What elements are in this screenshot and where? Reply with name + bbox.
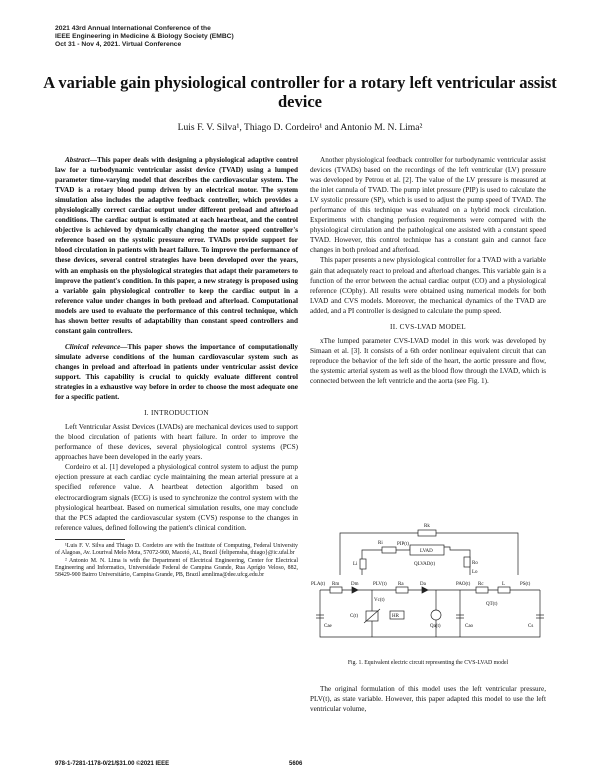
label-c: C(t) (350, 614, 359, 619)
inductor-l (498, 587, 510, 593)
conference-line-3: Oct 31 - Nov 4, 2021. Virtual Conference (55, 41, 182, 49)
model-paragraph-2: The original formulation of this model uses the left ventricular pressure, PLV(t), as state variable. However, this paper adapted this model to use the left ventricular volume, (310, 685, 546, 714)
clinical-relevance (55, 342, 298, 402)
label-ra: Ra (398, 582, 404, 587)
label-vc: Vc(t) (374, 598, 385, 603)
label-ro: Ro (472, 561, 478, 566)
model-continuation (310, 684, 546, 714)
circuit-figure (310, 515, 546, 645)
source-qa (431, 610, 441, 620)
label-qa: Qa(t) (430, 624, 441, 629)
footnote-rule (55, 539, 125, 540)
label-pao: PAO(t) (456, 582, 471, 587)
label-da: Da (420, 582, 426, 587)
abstract-label: Abstract— (65, 156, 97, 164)
resistor-ro (464, 557, 470, 567)
label-ri: Ri (378, 541, 383, 546)
relevance-text: This paper shows the importance of computationally simulate adverse conditions of the human cardiovascular system such as changes in preload and afterload in patients under ventricular assist device support. This capability is crucial to quickly evaluate different control strategies in a exhaustive way before in order to choose the most adequate one for a specific patient. (55, 342, 298, 402)
right-column (310, 155, 546, 386)
label-rc: Rc (478, 582, 484, 587)
resistor-rc (476, 587, 488, 593)
right-paragraph-1: Another physiological feedback controller for turbodynamic ventricular assist devices (TVADs) based on the recordings of the left ventricular (LV) pressure was developed by Petrou et al. [2]. The value of the LV pressure is measured at the inlet cannula of TVAD. The pump inlet pressure (PIP) is used to calculate the LV systolic pressure (SP), which is used to adjust the pump speed of TVAD. The performance of this technique was evaluated on a hybrid mock circulation. Experiments with changing perfusion requirements were compared with the physiological circulation and the pathological one assisted with a constant speed TVAD. However, this control technique has a constant gain and cannot face changes in both preload and afterload. (310, 156, 546, 255)
label-qlvad: QLVAD(t) (414, 562, 436, 567)
conference-header (55, 25, 234, 50)
label-l: L (502, 582, 506, 587)
section-heading-introduction: I. INTRODUCTION (144, 409, 209, 418)
label-lo: Lo (472, 570, 478, 575)
label-cao: Cao (465, 624, 474, 629)
footnote-1: ¹Luis F. V. Silva and Thiago D. Cordeiro are with the Institute of Computing, Federal University of Alagoas, Av. Lourival Melo Mota, 57072-900, Maceió, AL, Brazil {felipemsha, thiago}@ic.ufal.br (55, 542, 298, 557)
left-column (55, 155, 298, 580)
conference-line-1: 2021 43rd Annual International Conference of the (55, 25, 211, 32)
label-hr: HR (392, 614, 399, 619)
label-pip: PIP(t) (397, 542, 409, 547)
paper-title: A variable gain physiological controller for a rotary left ventricular assist device (43, 73, 557, 111)
resistor-rm (330, 587, 342, 593)
inductor-li (360, 559, 366, 569)
footnote-2: ² Antonio M. N. Lima is with the Department of Electrical Engineering, Center for Electrical Engineering and Informatics, Universidade Federal de Campina Grande, Rua Aprígio Veloso, 882, 58429-900 Bairro Universitário, Campina Grande, PB, Brazil amnlima@dee.ufcg.edu.br (55, 557, 298, 579)
label-cs: Cs (528, 624, 534, 629)
label-rk: Rk (424, 524, 430, 529)
copyright-footer: 978-1-7281-1178-0/21/$31.00 ©2021 IEEE (55, 761, 170, 767)
author-list: Luis F. V. Silva¹, Thiago D. Cordeiro¹ and Antonio M. N. Lima² (177, 122, 423, 133)
right-paragraph-2: This paper presents a new physiological controller for a TVAD with a variable gain that adequately react to preload and afterload changes. This variable gain is a function of the error between the actual cardiac output (CO) and a physiological reference (COphy). All results were obtained using numerical models for both LVAD and CVS models. Moreover, the mechanical dynamics of the TVAD are added, and a PI controller is designed to calculate the pump speed. (310, 256, 546, 315)
resistor-ra (396, 587, 408, 593)
label-rm: Rm (332, 582, 340, 587)
resistor-rk (418, 530, 436, 536)
intro-paragraph-2: Cordeiro et al. [1] developed a physiological control system to adjust the pump ejection pressure at each cardiac cycle maintaining the mean arterial pressure at a specified reference value. A heartbeat detection algorithm based on electrocardiogram signals (ECG) is used to synchronize the control system with the physiological heartbeat. Based on numerical simulation results, one may conclude that the PCS adapted the cardiovascular system (CVS) response to the changes in reference values, defined following the patient's clinical condition. (55, 463, 298, 532)
resistor-ri (382, 547, 396, 553)
abstract (55, 155, 298, 336)
section-heading-model: II. CVS-LVAD MODEL (390, 322, 466, 331)
abstract-text: This paper deals with designing a physiological adaptive control law for a turbodynamic ventricular assist device (TVAD) using a lumped parameter time-varying model that describes the cardiovascular system. The TVAD is a rotary blood pump driven by an electrical motor. The system simulation also includes the adaptive feedback controller, which provides a physiologically correct cardiac output under different preload and afterload conditions. The cardiac output is estimated at each heartbeat, and the control objective is achieved by dynamically changing the motor speed controller's reference based on the systolic pressure error. TVADs provide support for blood circulation in patients with heart failure. To improve the performance of these devices, several control strategies have been developed over the years, with an emphasis on the physiological strategies that adapt their parameters to improve the patient's condition. In this paper, a new strategy is proposed using a variable gain physiological controller to keep the cardiac output in a reference value under changes in both preload and afterload. Computational models are used to evaluate the performance of this control technique, which has shown better results of adaptability than constant speed controllers and constant gain controllers. (55, 156, 298, 335)
relevance-label: Clinical relevance— (65, 342, 128, 351)
diode-da (422, 587, 428, 593)
intro-paragraph-1: Left Ventricular Assist Devices (LVADs) are mechanical devices used to support the blood circulation of patients with heart failure. In order to improve the performance of these devices, several physiological control systems (PCS) approaches have been developed in the early years. (55, 423, 298, 462)
label-pla: PLA(t) (311, 582, 326, 587)
label-qt: QT(t) (486, 602, 498, 607)
model-paragraph: xThe lumped parameter CVS-LVAD model in this work was developed by Simaan et al. [3]. It consists of a 6th order nonlinear equivalent circuit that can reproduce the behavior of the left side of the heart, the aortic pressure and flow, the systemic arterial system as well as the blood flow through the LVAD, which is connected between the left ventricle and the aorta (see Fig. 1). (310, 336, 546, 385)
label-plv: PLV(t) (373, 582, 387, 587)
label-li: Li (353, 562, 358, 567)
figure-caption: Fig. 1. Equivalent electric circuit representing the CVS-LVAD model (347, 660, 509, 666)
label-ps: PS(t) (520, 582, 531, 587)
label-cae: Cae (324, 624, 332, 629)
label-lvad: LVAD (420, 549, 433, 554)
page-number: 5606 (289, 761, 303, 767)
conference-line-2: IEEE Engineering in Medicine & Biology Society (EMBC) (55, 33, 234, 41)
label-dm: Dm (351, 582, 359, 587)
diode-dm (352, 587, 358, 593)
